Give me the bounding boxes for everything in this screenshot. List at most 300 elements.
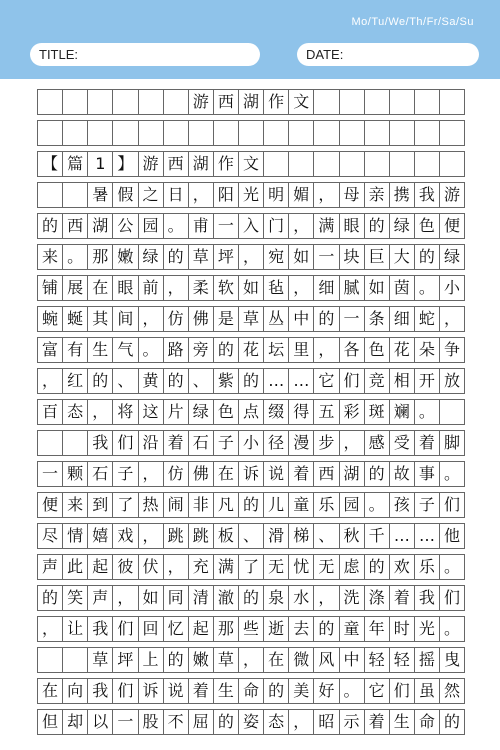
grid-cell: 蜒 bbox=[63, 306, 88, 332]
grid-cell: 。 bbox=[440, 616, 465, 642]
grid-cell: 风 bbox=[314, 647, 339, 673]
grid-cell: 光 bbox=[415, 616, 440, 642]
grid-cell: 来 bbox=[63, 492, 88, 518]
grid-cell: 微 bbox=[289, 647, 314, 673]
grid-cell: 忧 bbox=[289, 554, 314, 580]
grid-cell bbox=[63, 430, 88, 456]
grid-cell: 斑 bbox=[365, 399, 390, 425]
grid-cell bbox=[264, 120, 289, 146]
grid-cell bbox=[314, 89, 339, 115]
grid-cell: 草 bbox=[189, 244, 214, 270]
grid-cell: 、 bbox=[113, 368, 138, 394]
grid-cell: 绿 bbox=[189, 399, 214, 425]
grid-cell: 水 bbox=[289, 585, 314, 611]
grid-cell: 前 bbox=[139, 275, 164, 301]
grid-cell: 闹 bbox=[164, 492, 189, 518]
grid-cell: 的 bbox=[365, 554, 390, 580]
grid-cell bbox=[314, 120, 339, 146]
grid-cell: 媚 bbox=[289, 182, 314, 208]
grid-cell: 澈 bbox=[214, 585, 239, 611]
grid-cell: 虽 bbox=[415, 678, 440, 704]
grid-cell: … bbox=[415, 523, 440, 549]
grid-cell: ， bbox=[289, 213, 314, 239]
grid-cell bbox=[440, 89, 465, 115]
grid-cell: 儿 bbox=[264, 492, 289, 518]
grid-cell: 满 bbox=[314, 213, 339, 239]
grid-cell: 孩 bbox=[390, 492, 415, 518]
grid-cell: 同 bbox=[164, 585, 189, 611]
grid-cell: 甫 bbox=[189, 213, 214, 239]
grid-cell: 绿 bbox=[390, 213, 415, 239]
grid-cell: 入 bbox=[239, 213, 264, 239]
grid-cell bbox=[390, 151, 415, 177]
grid-cell bbox=[365, 89, 390, 115]
grid-cell: 脚 bbox=[440, 430, 465, 456]
grid-cell: 。 bbox=[63, 244, 88, 270]
grid-cell: 嫩 bbox=[189, 647, 214, 673]
grid-cell: 、 bbox=[239, 523, 264, 549]
grid-cell: 颗 bbox=[63, 461, 88, 487]
grid-cell: 子 bbox=[415, 492, 440, 518]
grid-cell: 花 bbox=[390, 337, 415, 363]
grid-cell: 凡 bbox=[214, 492, 239, 518]
grid-cell: 。 bbox=[415, 275, 440, 301]
grid-cell: 色 bbox=[415, 213, 440, 239]
grid-cell: 命 bbox=[415, 709, 440, 735]
grid-cell: 软 bbox=[214, 275, 239, 301]
grid-cell: 它 bbox=[365, 678, 390, 704]
grid-cell: 然 bbox=[440, 678, 465, 704]
grid-cell: 示 bbox=[340, 709, 365, 735]
grid-cell: 彼 bbox=[113, 554, 138, 580]
grid-cell: 便 bbox=[38, 492, 63, 518]
grid-cell: 的 bbox=[440, 709, 465, 735]
grid-cell bbox=[239, 120, 264, 146]
grid-cell: 小 bbox=[440, 275, 465, 301]
grid-cell: 间 bbox=[113, 306, 138, 332]
grid-cell: 的 bbox=[239, 368, 264, 394]
date-field[interactable] bbox=[297, 43, 479, 66]
grid-cell bbox=[63, 89, 88, 115]
grid-cell: 情 bbox=[63, 523, 88, 549]
grid-cell: 秋 bbox=[340, 523, 365, 549]
grid-cell: 昭 bbox=[314, 709, 339, 735]
grid-cell bbox=[63, 182, 88, 208]
grid-cell: 黄 bbox=[139, 368, 164, 394]
grid-cell: 游 bbox=[189, 89, 214, 115]
grid-cell: 着 bbox=[365, 709, 390, 735]
grid-cell: 是 bbox=[214, 306, 239, 332]
grid-row bbox=[37, 337, 465, 363]
grid-cell: 石 bbox=[88, 461, 113, 487]
grid-cell: ， bbox=[340, 430, 365, 456]
grid-cell bbox=[38, 647, 63, 673]
grid-cell: 的 bbox=[365, 461, 390, 487]
grid-row bbox=[37, 306, 465, 332]
grid-cell: 那 bbox=[214, 616, 239, 642]
grid-cell: 小 bbox=[239, 430, 264, 456]
grid-cell: 【 bbox=[38, 151, 63, 177]
grid-cell: 到 bbox=[88, 492, 113, 518]
grid-row bbox=[37, 182, 465, 208]
grid-cell: 故 bbox=[390, 461, 415, 487]
grid-cell: ， bbox=[139, 306, 164, 332]
grid-cell bbox=[340, 89, 365, 115]
grid-cell: 之 bbox=[139, 182, 164, 208]
grid-cell: 虑 bbox=[340, 554, 365, 580]
grid-cell bbox=[415, 151, 440, 177]
grid-cell: 彩 bbox=[340, 399, 365, 425]
grid-cell: 我 bbox=[88, 430, 113, 456]
grid-cell: 们 bbox=[340, 368, 365, 394]
grid-cell: 、 bbox=[314, 523, 339, 549]
grid-cell: 花 bbox=[239, 337, 264, 363]
grid-cell: 西 bbox=[314, 461, 339, 487]
grid-cell: 大 bbox=[390, 244, 415, 270]
weekdays-label: Mo/Tu/We/Th/Fr/Sa/Su bbox=[351, 16, 474, 28]
grid-cell: 起 bbox=[88, 554, 113, 580]
grid-cell bbox=[365, 151, 390, 177]
grid-cell: 时 bbox=[390, 616, 415, 642]
grid-cell bbox=[264, 151, 289, 177]
grid-row bbox=[37, 709, 465, 735]
grid-cell: 草 bbox=[214, 647, 239, 673]
grid-cell: 欢 bbox=[390, 554, 415, 580]
grid-cell: 姿 bbox=[239, 709, 264, 735]
grid-cell: 斓 bbox=[390, 399, 415, 425]
grid-cell: 。 bbox=[164, 213, 189, 239]
grid-cell: 湖 bbox=[340, 461, 365, 487]
grid-cell: 笑 bbox=[63, 585, 88, 611]
grid-cell: 游 bbox=[440, 182, 465, 208]
grid-row bbox=[37, 275, 465, 301]
grid-cell: ， bbox=[289, 275, 314, 301]
grid-row bbox=[37, 120, 465, 146]
grid-cell: ， bbox=[239, 244, 264, 270]
grid-cell bbox=[415, 89, 440, 115]
grid-cell: 了 bbox=[113, 492, 138, 518]
grid-cell bbox=[139, 89, 164, 115]
grid-cell: 来 bbox=[38, 244, 63, 270]
grid-cell: 丛 bbox=[264, 306, 289, 332]
grid-cell: 气 bbox=[113, 337, 138, 363]
grid-cell: 生 bbox=[88, 337, 113, 363]
grid-cell: 石 bbox=[189, 430, 214, 456]
grid-cell: 湖 bbox=[88, 213, 113, 239]
grid-cell: 如 bbox=[239, 275, 264, 301]
grid-cell: 草 bbox=[88, 647, 113, 673]
grid-cell: 满 bbox=[214, 554, 239, 580]
grid-cell: 们 bbox=[113, 616, 138, 642]
grid-cell: 嫩 bbox=[113, 244, 138, 270]
grid-row bbox=[37, 244, 465, 270]
grid-cell: 的 bbox=[214, 337, 239, 363]
grid-cell: 诉 bbox=[139, 678, 164, 704]
grid-cell: 作 bbox=[214, 151, 239, 177]
grid-cell: … bbox=[289, 368, 314, 394]
grid-cell: 文 bbox=[289, 89, 314, 115]
grid-cell: 作 bbox=[264, 89, 289, 115]
grid-cell: 的 bbox=[214, 709, 239, 735]
grid-cell: 明 bbox=[264, 182, 289, 208]
grid-cell: 生 bbox=[390, 709, 415, 735]
grid-cell: 母 bbox=[340, 182, 365, 208]
grid-cell bbox=[440, 151, 465, 177]
grid-cell: 涤 bbox=[365, 585, 390, 611]
grid-row bbox=[37, 461, 465, 487]
grid-cell: 着 bbox=[415, 430, 440, 456]
grid-cell: 那 bbox=[88, 244, 113, 270]
grid-cell bbox=[189, 120, 214, 146]
title-label: TITLE: bbox=[39, 47, 79, 62]
grid-cell: 去 bbox=[289, 616, 314, 642]
grid-cell: 。 bbox=[365, 492, 390, 518]
grid-cell bbox=[63, 647, 88, 673]
grid-cell: 如 bbox=[365, 275, 390, 301]
grid-cell: 草 bbox=[239, 306, 264, 332]
grid-row bbox=[37, 430, 465, 456]
grid-cell: 态 bbox=[264, 709, 289, 735]
grid-cell: 路 bbox=[164, 337, 189, 363]
grid-cell: 携 bbox=[390, 182, 415, 208]
grid-cell: 红 bbox=[63, 368, 88, 394]
grid-cell bbox=[38, 182, 63, 208]
grid-cell: 开 bbox=[415, 368, 440, 394]
grid-cell: 跳 bbox=[164, 523, 189, 549]
grid-cell: ， bbox=[189, 182, 214, 208]
grid-cell: 湖 bbox=[239, 89, 264, 115]
grid-cell: 童 bbox=[289, 492, 314, 518]
grid-cell: 美 bbox=[289, 678, 314, 704]
grid-cell: 的 bbox=[164, 647, 189, 673]
grid-cell bbox=[440, 399, 465, 425]
grid-cell: 轻 bbox=[390, 647, 415, 673]
grid-cell: 的 bbox=[88, 368, 113, 394]
grid-cell: 眼 bbox=[340, 213, 365, 239]
grid-cell: 们 bbox=[390, 678, 415, 704]
grid-cell: 坪 bbox=[113, 647, 138, 673]
grid-cell: 。 bbox=[440, 554, 465, 580]
grid-cell: 好 bbox=[314, 678, 339, 704]
grid-cell: 绿 bbox=[139, 244, 164, 270]
grid-cell: 着 bbox=[289, 461, 314, 487]
grid-cell: 、 bbox=[189, 368, 214, 394]
grid-cell: 旁 bbox=[189, 337, 214, 363]
grid-cell: 将 bbox=[113, 399, 138, 425]
grid-cell: 的 bbox=[164, 244, 189, 270]
grid-cell: 的 bbox=[314, 306, 339, 332]
grid-cell bbox=[38, 120, 63, 146]
grid-row bbox=[37, 523, 465, 549]
grid-cell: 着 bbox=[164, 430, 189, 456]
grid-cell: 乐 bbox=[415, 554, 440, 580]
grid-cell bbox=[63, 120, 88, 146]
grid-cell bbox=[38, 89, 63, 115]
grid-cell: 乐 bbox=[314, 492, 339, 518]
grid-cell: 的 bbox=[239, 585, 264, 611]
grid-cell: 中 bbox=[340, 647, 365, 673]
grid-cell: 嬉 bbox=[88, 523, 113, 549]
grid-cell: 的 bbox=[38, 585, 63, 611]
grid-cell: 逝 bbox=[264, 616, 289, 642]
grid-cell: 片 bbox=[164, 399, 189, 425]
grid-cell: 竞 bbox=[365, 368, 390, 394]
grid-cell: 年 bbox=[365, 616, 390, 642]
grid-cell: 清 bbox=[189, 585, 214, 611]
grid-cell: 铺 bbox=[38, 275, 63, 301]
grid-cell: 百 bbox=[38, 399, 63, 425]
grid-cell: 着 bbox=[390, 585, 415, 611]
grid-cell: 曳 bbox=[440, 647, 465, 673]
grid-cell: 相 bbox=[390, 368, 415, 394]
grid-cell: 亲 bbox=[365, 182, 390, 208]
grid-cell: 以 bbox=[88, 709, 113, 735]
grid-cell bbox=[340, 120, 365, 146]
grid-cell bbox=[88, 120, 113, 146]
grid-cell: 富 bbox=[38, 337, 63, 363]
grid-cell: 的 bbox=[264, 678, 289, 704]
grid-cell: 屈 bbox=[189, 709, 214, 735]
grid-cell: 洗 bbox=[340, 585, 365, 611]
grid-cell: 说 bbox=[164, 678, 189, 704]
grid-cell: 千 bbox=[365, 523, 390, 549]
grid-cell: 1 bbox=[88, 151, 113, 177]
grid-cell: 我 bbox=[415, 585, 440, 611]
grid-cell: 放 bbox=[440, 368, 465, 394]
grid-cell bbox=[289, 120, 314, 146]
grid-cell: 色 bbox=[365, 337, 390, 363]
grid-cell: 声 bbox=[88, 585, 113, 611]
grid-cell: 仿 bbox=[164, 306, 189, 332]
grid-cell bbox=[214, 120, 239, 146]
grid-cell: 日 bbox=[164, 182, 189, 208]
grid-cell: 无 bbox=[264, 554, 289, 580]
grid-cell: 感 bbox=[365, 430, 390, 456]
grid-cell: 。 bbox=[340, 678, 365, 704]
grid-cell: 一 bbox=[340, 306, 365, 332]
grid-cell: 。 bbox=[415, 399, 440, 425]
grid-cell: 朵 bbox=[415, 337, 440, 363]
grid-cell: 我 bbox=[415, 182, 440, 208]
grid-cell: 戏 bbox=[113, 523, 138, 549]
grid-cell: 事 bbox=[415, 461, 440, 487]
grid-cell: 漫 bbox=[289, 430, 314, 456]
grid-row bbox=[37, 492, 465, 518]
grid-cell: 诉 bbox=[239, 461, 264, 487]
grid-cell: 细 bbox=[390, 306, 415, 332]
grid-cell: 伏 bbox=[139, 554, 164, 580]
grid-cell: 茵 bbox=[390, 275, 415, 301]
grid-cell: ， bbox=[289, 709, 314, 735]
grid-cell: 条 bbox=[365, 306, 390, 332]
grid-cell: 们 bbox=[113, 678, 138, 704]
grid-cell: 的 bbox=[314, 616, 339, 642]
grid-cell: 的 bbox=[365, 213, 390, 239]
grid-cell: 声 bbox=[38, 554, 63, 580]
grid-cell: 我 bbox=[88, 678, 113, 704]
grid-cell: 其 bbox=[88, 306, 113, 332]
grid-cell: 们 bbox=[440, 492, 465, 518]
grid-cell: 缀 bbox=[264, 399, 289, 425]
grid-cell: ， bbox=[139, 461, 164, 487]
grid-cell: 西 bbox=[214, 89, 239, 115]
grid-cell: 腻 bbox=[340, 275, 365, 301]
grid-cell: 公 bbox=[113, 213, 138, 239]
grid-cell: 西 bbox=[63, 213, 88, 239]
grid-row bbox=[37, 647, 465, 673]
grid-cell: 。 bbox=[139, 337, 164, 363]
grid-cell: 梯 bbox=[289, 523, 314, 549]
grid-cell bbox=[289, 151, 314, 177]
grid-cell: 在 bbox=[38, 678, 63, 704]
grid-cell: 篇 bbox=[63, 151, 88, 177]
grid-cell: 的 bbox=[164, 368, 189, 394]
grid-cell bbox=[164, 120, 189, 146]
grid-cell: ， bbox=[440, 306, 465, 332]
grid-cell: ， bbox=[88, 399, 113, 425]
grid-cell: 蜿 bbox=[38, 306, 63, 332]
grid-cell: 径 bbox=[264, 430, 289, 456]
grid-cell: 中 bbox=[289, 306, 314, 332]
grid-cell: 说 bbox=[264, 461, 289, 487]
grid-cell: 子 bbox=[214, 430, 239, 456]
grid-cell: 一 bbox=[113, 709, 138, 735]
grid-cell: 它 bbox=[314, 368, 339, 394]
grid-cell: 着 bbox=[189, 678, 214, 704]
grid-cell: 佛 bbox=[189, 306, 214, 332]
grid-cell: 态 bbox=[63, 399, 88, 425]
grid-cell: 宛 bbox=[264, 244, 289, 270]
grid-cell: 无 bbox=[314, 554, 339, 580]
grid-cell: 此 bbox=[63, 554, 88, 580]
grid-cell: 摇 bbox=[415, 647, 440, 673]
grid-cell: 上 bbox=[139, 647, 164, 673]
title-field[interactable] bbox=[30, 43, 260, 66]
grid-cell: 热 bbox=[139, 492, 164, 518]
grid-cell: 轻 bbox=[365, 647, 390, 673]
grid-cell: 了 bbox=[239, 554, 264, 580]
grid-cell: 我 bbox=[88, 616, 113, 642]
grid-cell: 各 bbox=[340, 337, 365, 363]
grid-cell bbox=[164, 89, 189, 115]
grid-cell: 不 bbox=[164, 709, 189, 735]
grid-cell: 童 bbox=[340, 616, 365, 642]
grid-cell: 色 bbox=[214, 399, 239, 425]
grid-cell: 但 bbox=[38, 709, 63, 735]
grid-cell: 的 bbox=[415, 244, 440, 270]
grid-cell: 一 bbox=[38, 461, 63, 487]
grid-cell: ， bbox=[113, 585, 138, 611]
grid-row bbox=[37, 616, 465, 642]
grid-cell: 。 bbox=[440, 461, 465, 487]
grid-cell: 步 bbox=[314, 430, 339, 456]
grid-cell: 如 bbox=[289, 244, 314, 270]
grid-cell: 泉 bbox=[264, 585, 289, 611]
grid-cell bbox=[314, 151, 339, 177]
grid-cell: 柔 bbox=[189, 275, 214, 301]
grid-cell: 得 bbox=[289, 399, 314, 425]
manuscript-grid bbox=[37, 89, 465, 740]
grid-cell bbox=[340, 151, 365, 177]
grid-cell: 有 bbox=[63, 337, 88, 363]
grid-cell: 在 bbox=[214, 461, 239, 487]
grid-row bbox=[37, 368, 465, 394]
grid-cell bbox=[113, 120, 138, 146]
grid-cell: 忆 bbox=[164, 616, 189, 642]
grid-row bbox=[37, 678, 465, 704]
grid-cell: 细 bbox=[314, 275, 339, 301]
grid-cell bbox=[390, 89, 415, 115]
